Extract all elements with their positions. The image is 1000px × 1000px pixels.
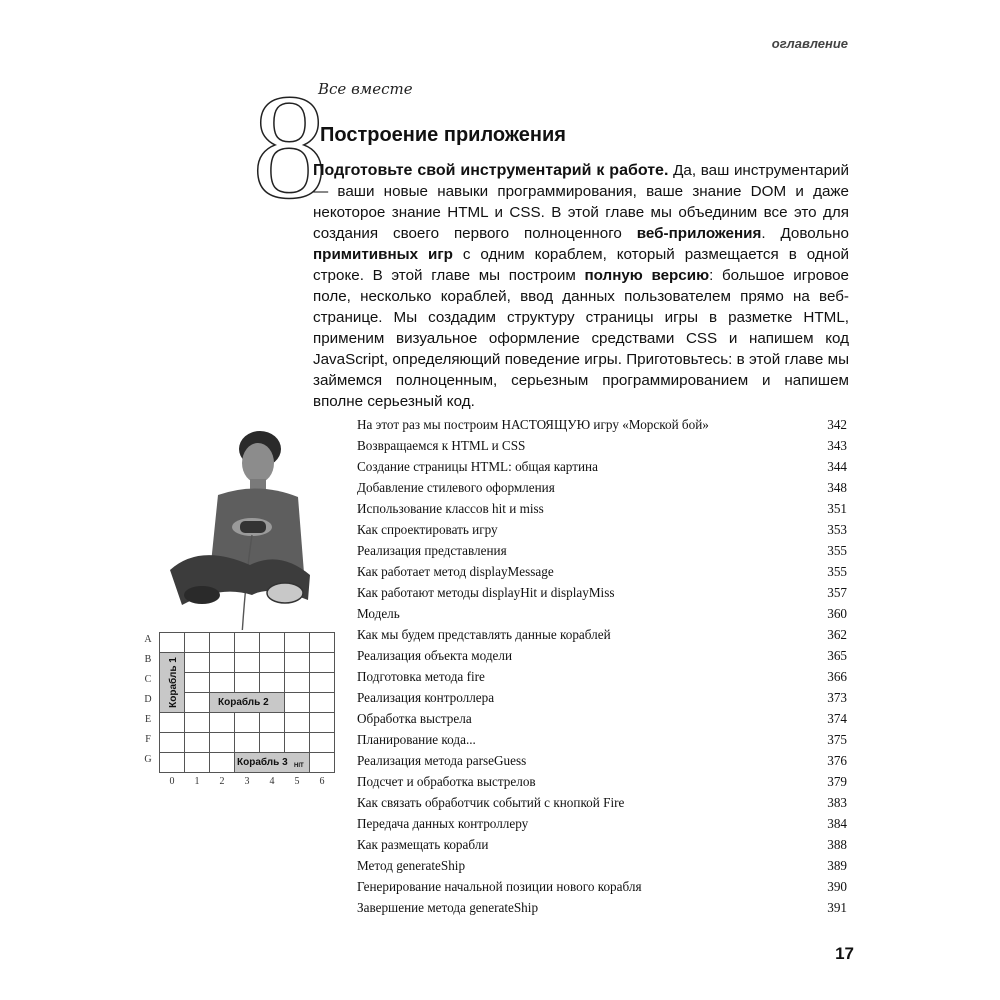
toc-entry[interactable] <box>357 477 847 498</box>
toc-entry-title: На этот раз мы построим НАСТОЯЩУЮ игру «Морской бой» <box>357 417 709 432</box>
toc-entry-title: Модель <box>357 606 400 621</box>
board-cell <box>260 653 285 673</box>
intro-text: Да, ваш инструментарий — ваши новые навыки программирования, ваше знание DOM и даже некоторое знание HTML и CSS. В этой главе мы объединим все это для создания своего первого полноценного <box>313 162 849 242</box>
board-cell <box>185 753 210 773</box>
toc-entry[interactable] <box>357 540 847 561</box>
toc-entry-title: Метод generateShip <box>357 858 466 873</box>
toc-entry[interactable] <box>357 435 847 456</box>
board-cell <box>185 693 210 713</box>
toc-entry[interactable] <box>357 561 847 582</box>
toc-entry[interactable] <box>357 582 847 603</box>
intro-bold: веб-приложения <box>636 225 762 242</box>
board-cell <box>210 753 235 773</box>
board-cell <box>260 633 285 653</box>
game-board <box>159 632 335 773</box>
col-label: 3 <box>244 776 250 787</box>
toc-entry-title: Реализация представления <box>357 543 507 558</box>
col-label: 6 <box>319 776 325 787</box>
toc-entry-page: 366 <box>827 669 847 684</box>
row-label: B <box>144 654 152 665</box>
row-label: E <box>144 714 152 725</box>
col-label: 5 <box>294 776 300 787</box>
gamer-illustration <box>160 425 310 630</box>
toc-entry-title: Реализация объекта модели <box>357 648 513 663</box>
intro-lead: Подготовьте свой инструментарий к работе. <box>313 162 669 179</box>
row-label: G <box>144 754 152 765</box>
toc-entry-title: Добавление стилевого оформления <box>357 480 555 495</box>
toc-entry[interactable] <box>357 750 847 771</box>
board-cell <box>285 693 310 713</box>
toc-entry-page: 374 <box>827 711 847 726</box>
toc-entry[interactable] <box>357 771 847 792</box>
board-cell <box>310 753 335 773</box>
toc-entry[interactable] <box>357 792 847 813</box>
board-cell <box>210 733 235 753</box>
toc-entry-title: Как размещать корабли <box>357 837 489 852</box>
board-cell <box>285 633 310 653</box>
row-label: F <box>145 734 151 745</box>
board-cell <box>285 733 310 753</box>
toc-entry[interactable] <box>357 456 847 477</box>
board-cell <box>185 653 210 673</box>
toc-entry-title: Как работают методы displayHit и displayMiss <box>357 585 615 600</box>
toc-entry[interactable] <box>357 876 847 897</box>
toc-entry[interactable] <box>357 855 847 876</box>
toc-entry-title: Создание страницы HTML: общая картина <box>357 459 598 474</box>
board-cell <box>310 733 335 753</box>
toc-entry-title: Как мы будем представлять данные кораблей <box>357 627 611 642</box>
intro-text: : большое игровое поле, несколько кораблей, ввод данных пользователем прямо на веб-странице. Мы создадим структуру страницы игры в разметке HTML, применим визуальное оформление средствами CSS и напишем код JavaScript, определяющий поведение игры. Приготовьтесь: в этой главе мы займемся полноценным, серьезным программированием и напишем вполне серьезный код. <box>313 267 849 410</box>
toc-entry-title: Подготовка метода fire <box>357 669 485 684</box>
toc-entry[interactable] <box>357 645 847 666</box>
chapter-handwritten-label: Все вместе <box>318 80 413 98</box>
board-cell <box>160 713 185 733</box>
col-label: 2 <box>219 776 225 787</box>
toc-entry-title: Как работает метод displayMessage <box>357 564 554 579</box>
col-label: 1 <box>194 776 200 787</box>
toc-entry-title: Возвращаемся к HTML и CSS <box>357 438 526 453</box>
board-cell <box>210 713 235 733</box>
toc-entry-title: Планирование кода... <box>357 732 476 747</box>
toc-entry-page: 375 <box>827 732 847 747</box>
toc-entry[interactable] <box>357 687 847 708</box>
board-cell <box>185 633 210 653</box>
toc-entry-title: Как спроектировать игру <box>357 522 498 537</box>
toc-entry-title: Использование классов hit и miss <box>357 501 544 516</box>
board-cell <box>260 733 285 753</box>
board-cell <box>235 733 260 753</box>
row-label: C <box>144 674 152 685</box>
toc-entry-page: 351 <box>827 501 847 516</box>
toc-entry-title: Реализация метода parseGuess <box>357 753 527 768</box>
hit-mark: HIT <box>294 763 304 769</box>
toc-entry-page: 365 <box>827 648 847 663</box>
ship-1-label: Корабль 1 <box>167 657 179 708</box>
toc-entry-title: Передача данных контроллеру <box>357 816 529 831</box>
toc-entry-page: 360 <box>827 606 847 621</box>
board-cell <box>260 713 285 733</box>
toc-entry[interactable] <box>357 498 847 519</box>
table-of-contents <box>357 414 847 918</box>
toc-entry-page: 376 <box>827 753 847 768</box>
toc-entry-page: 362 <box>827 627 847 642</box>
chapter-number: 8 <box>252 64 327 230</box>
toc-entry-page: 384 <box>827 816 847 831</box>
toc-entry[interactable] <box>357 603 847 624</box>
board-cell <box>310 673 335 693</box>
board-cell <box>235 633 260 653</box>
toc-entry-page: 389 <box>827 858 847 873</box>
board-cell <box>185 733 210 753</box>
toc-entry[interactable] <box>357 834 847 855</box>
board-cell <box>235 653 260 673</box>
toc-entry-page: 388 <box>827 837 847 852</box>
ship-2-label: Корабль 2 <box>218 697 269 708</box>
board-cell <box>235 713 260 733</box>
toc-entry-page: 357 <box>827 585 847 600</box>
page-number: 17 <box>835 944 854 963</box>
toc-entry-page: 383 <box>827 795 847 810</box>
toc-entry-title: Как связать обработчик событий с кнопкой Fire <box>357 795 625 810</box>
board-cell <box>160 733 185 753</box>
row-label: A <box>144 634 152 645</box>
toc-entry[interactable] <box>357 519 847 540</box>
toc-entry-page: 373 <box>827 690 847 705</box>
running-header: оглавление <box>771 36 848 51</box>
toc-entry[interactable] <box>357 414 847 435</box>
toc-entry[interactable] <box>357 708 847 729</box>
board-cell <box>285 673 310 693</box>
toc-entry-title: Реализация контроллера <box>357 690 495 705</box>
ship-3-label: Корабль 3 <box>237 757 288 768</box>
toc-entry-page: 343 <box>827 438 847 453</box>
board-cell <box>310 653 335 673</box>
intro-text: с одним кораблем, который размещается в одной строке. В этой главе мы построим <box>313 246 849 284</box>
board-cell <box>160 633 185 653</box>
board-cell <box>235 673 260 693</box>
board-cell <box>310 713 335 733</box>
board-cell <box>210 633 235 653</box>
toc-entry[interactable] <box>357 624 847 645</box>
toc-entry-title: Генерирование начальной позиции нового корабля <box>357 879 642 894</box>
toc-entry-title: Подсчет и обработка выстрелов <box>357 774 536 789</box>
toc-entry[interactable] <box>357 897 847 918</box>
toc-entry-page: 390 <box>827 879 847 894</box>
row-label: D <box>144 694 152 705</box>
toc-entry-page: 342 <box>827 417 847 432</box>
intro-text: . Довольно <box>761 225 849 242</box>
toc-entry-page: 344 <box>827 459 847 474</box>
board-cell <box>185 673 210 693</box>
intro-bold: примитивных игр <box>313 246 453 263</box>
toc-entry-page: 391 <box>827 900 847 915</box>
toc-entry-page: 353 <box>827 522 847 537</box>
toc-entry[interactable] <box>357 729 847 750</box>
toc-entry[interactable] <box>357 813 847 834</box>
board-cell <box>210 653 235 673</box>
board-cell <box>310 693 335 713</box>
col-label: 4 <box>269 776 275 787</box>
toc-entry-page: 355 <box>827 564 847 579</box>
toc-entry-page: 379 <box>827 774 847 789</box>
toc-entry-title: Завершение метода generateShip <box>357 900 539 915</box>
board-cell <box>160 753 185 773</box>
toc-entry-page: 348 <box>827 480 847 495</box>
col-label: 0 <box>169 776 175 787</box>
toc-entry-title: Обработка выстрела <box>357 711 472 726</box>
toc-entry-page: 355 <box>827 543 847 558</box>
board-cell <box>310 633 335 653</box>
board-cell <box>210 673 235 693</box>
board-cell <box>185 713 210 733</box>
chapter-title: Построение приложения <box>320 124 566 146</box>
toc-entry[interactable] <box>357 666 847 687</box>
chapter-intro <box>313 160 849 412</box>
board-cell <box>285 653 310 673</box>
intro-bold: полную версию <box>584 267 710 284</box>
board-cell <box>260 673 285 693</box>
board-cell <box>285 713 310 733</box>
